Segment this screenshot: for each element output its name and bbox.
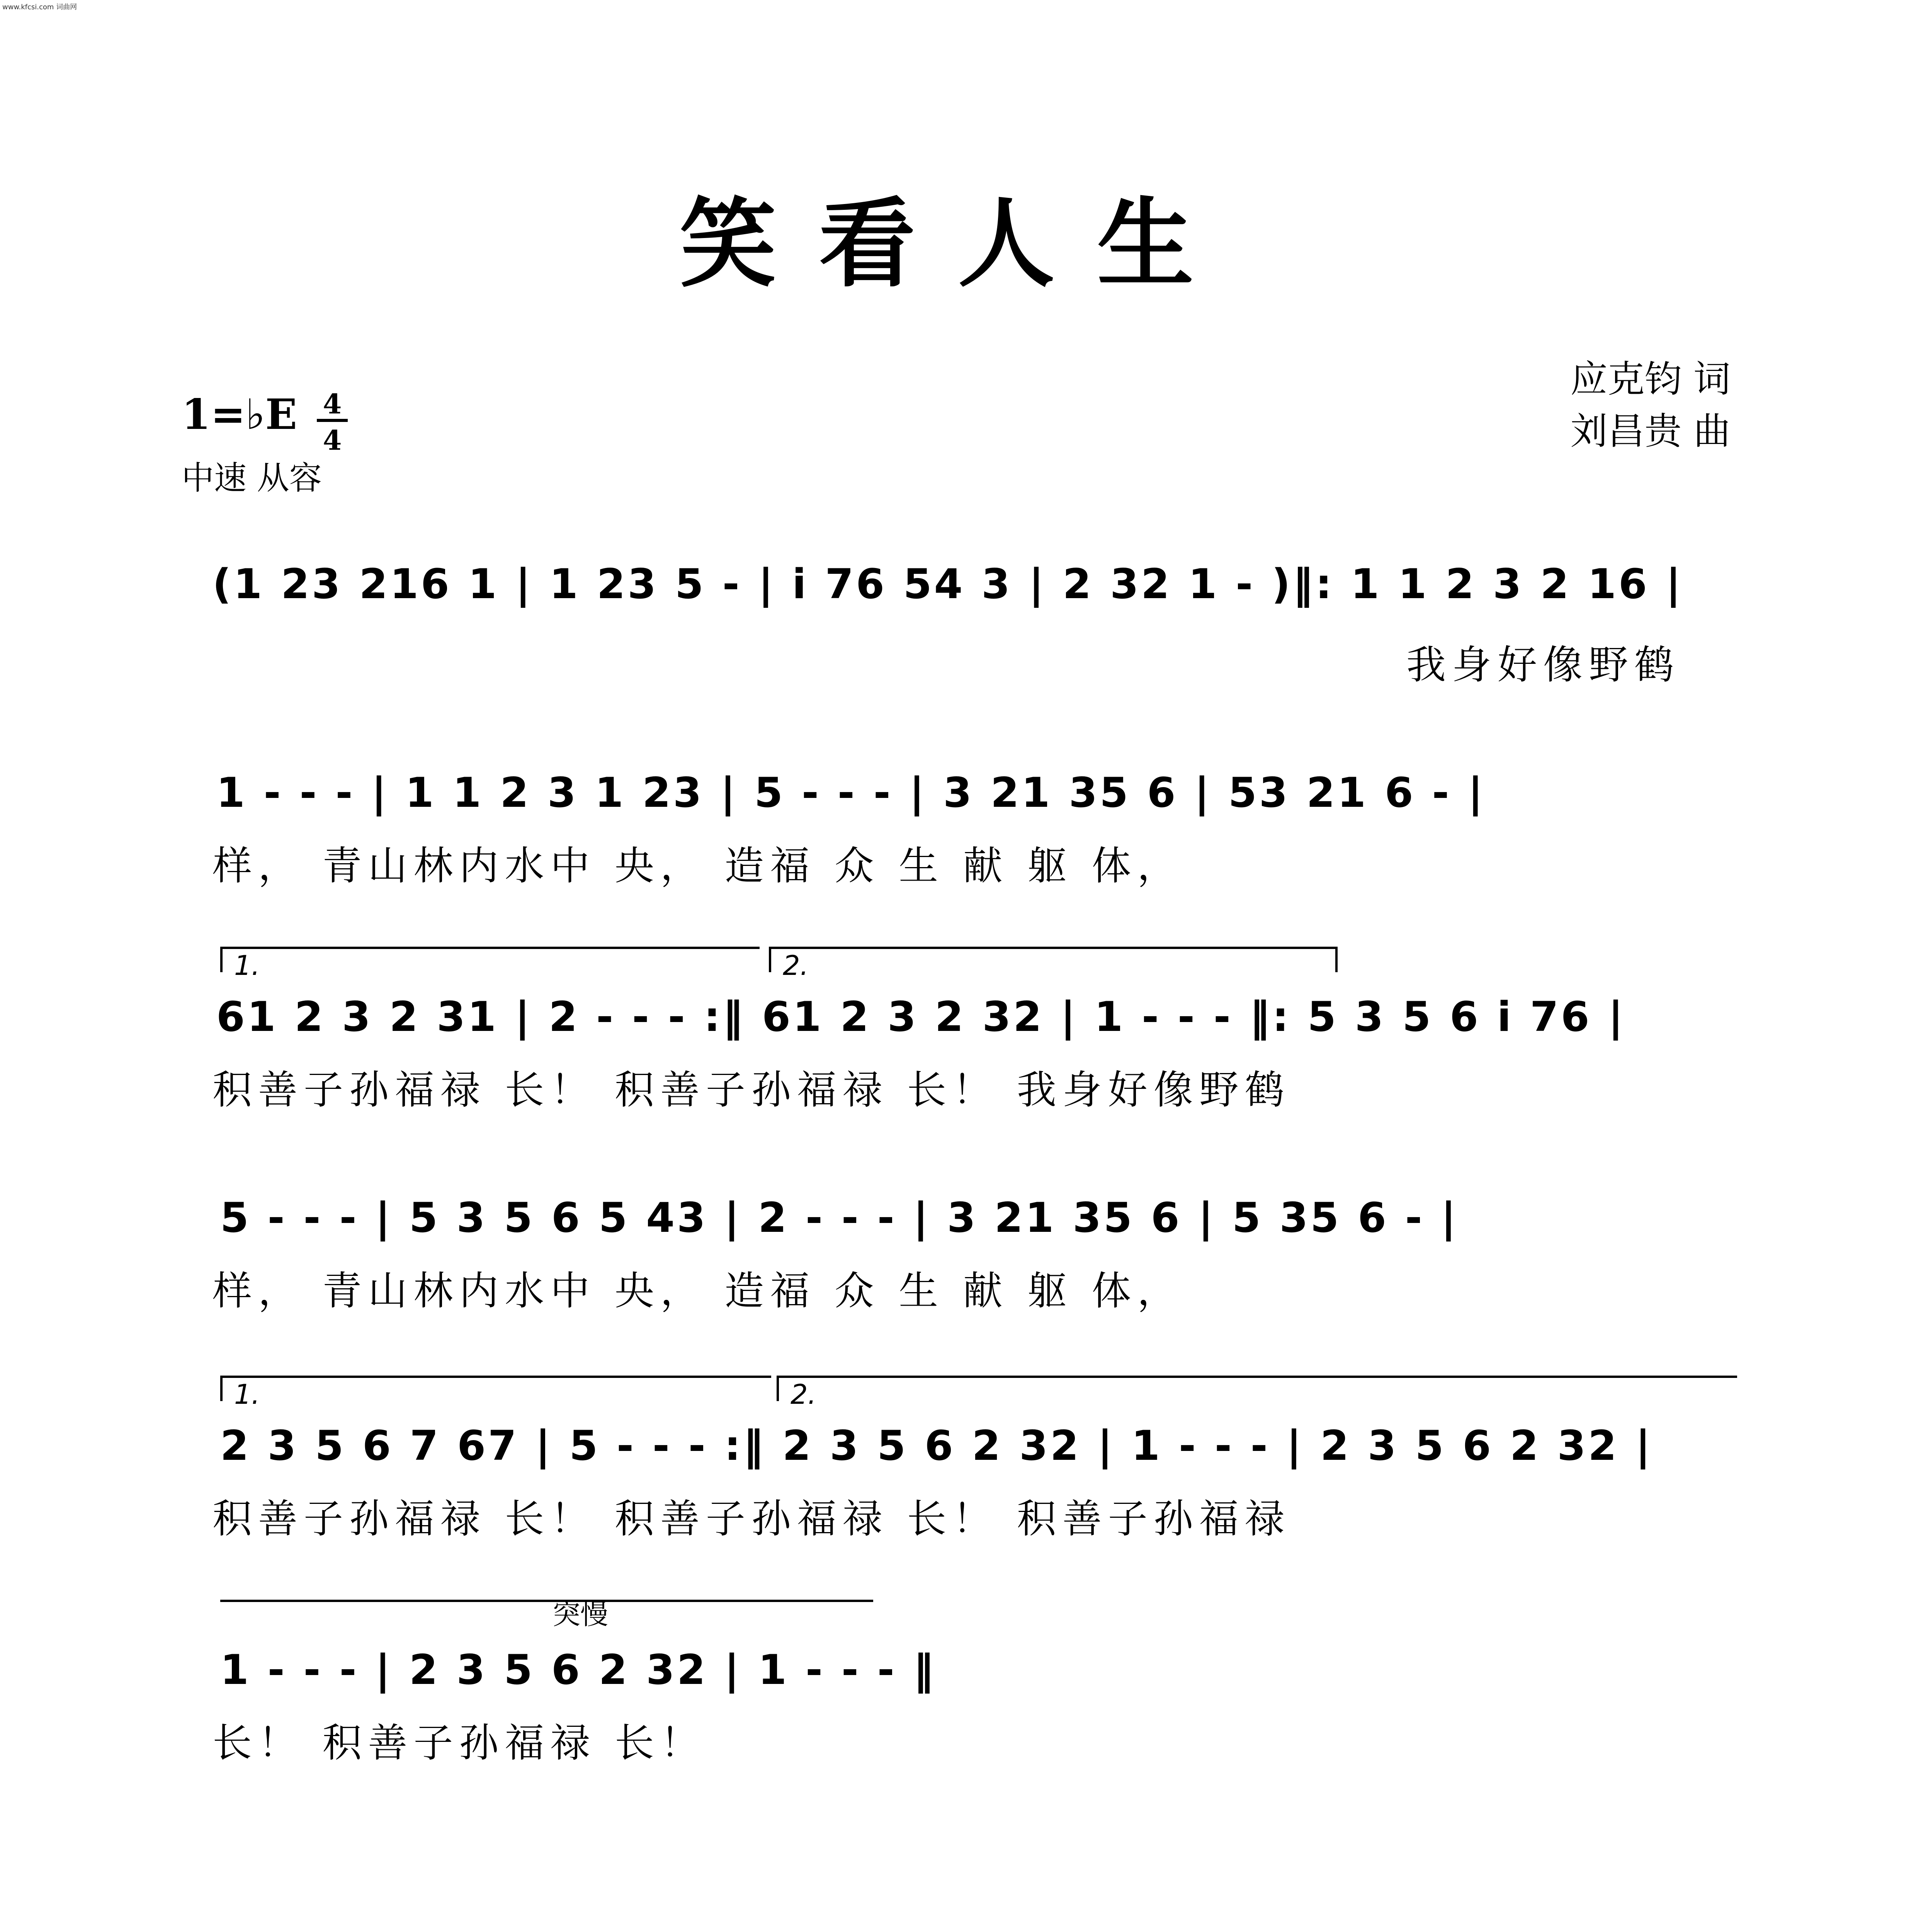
volta-2-second — [777, 1376, 1737, 1410]
time-signature-bottom: 4 — [323, 424, 342, 456]
volta-2-first-label: 2. — [783, 950, 809, 981]
system-4-lyrics: 样， 青山林内水中 央， 造福 众 生 献 躯 体， — [213, 1268, 1183, 1314]
composer-credit: 刘昌贵 曲 — [1570, 410, 1731, 453]
lyricist-credit: 应克钧 词 — [1570, 357, 1731, 401]
tempo-change-marking: 突慢 — [553, 1598, 609, 1631]
volta-2-second-label: 2. — [791, 1379, 816, 1410]
volta-1-second-label: 1. — [234, 1379, 260, 1410]
system-2-lyrics: 样， 青山林内水中 央， 造福 众 生 献 躯 体， — [213, 843, 1183, 889]
system-6-notes: 1 - - - | 2 3 5 6 2 32 | 1 - - - ‖ — [220, 1646, 936, 1694]
key-signature: 1=♭E — [182, 390, 297, 439]
watermark-top-left: www.kfcsi.com 词曲网 — [2, 3, 77, 11]
system-1-lyrics: 我身好像野鹤 — [1406, 642, 1680, 688]
volta-1-first — [220, 947, 760, 981]
system-4-notes: 5 - - - | 5 3 5 6 5 43 | 2 - - - | 3 21 35 6 | 5 35 6 - | — [220, 1194, 1459, 1242]
system-5-notes: 2 3 5 6 7 67 | 5 - - - :‖ 2 3 5 6 2 32 | 1 - - - | 2 3 5 6 2 32 | — [220, 1422, 1653, 1469]
volta-2-continuation — [220, 1600, 873, 1602]
time-signature-top: 4 — [323, 388, 342, 420]
song-title: 笑看人生 — [680, 187, 1236, 300]
system-1-notes: (1 23 216 1 | 1 23 5 - | i 76 54 3 | 2 32 1 - )‖: 1 1 2 3 2 16 | — [213, 560, 1683, 608]
system-5-lyrics: 积善子孙福禄 长！ 积善子孙福禄 长！ 积善子孙福禄 — [213, 1496, 1290, 1542]
volta-1-second — [220, 1376, 771, 1410]
tempo-marking: 中速 从容 — [182, 459, 322, 497]
volta-2-first — [769, 947, 1338, 981]
system-6-lyrics: 长！ 积善子孙福禄 长！ — [213, 1720, 706, 1766]
volta-1-first-label: 1. — [234, 950, 260, 981]
system-3-notes: 61 2 3 2 31 | 2 - - - :‖ 61 2 3 2 32 | 1 - - - ‖: 5 3 5 6 i 76 | — [216, 993, 1626, 1041]
system-2-notes: 1 - - - | 1 1 2 3 1 23 | 5 - - - | 3 21 35 6 | 53 21 6 - | — [216, 769, 1486, 816]
system-3-lyrics: 积善子孙福禄 长！ 积善子孙福禄 长！ 我身好像野鹤 — [213, 1067, 1290, 1113]
time-signature — [317, 390, 348, 454]
